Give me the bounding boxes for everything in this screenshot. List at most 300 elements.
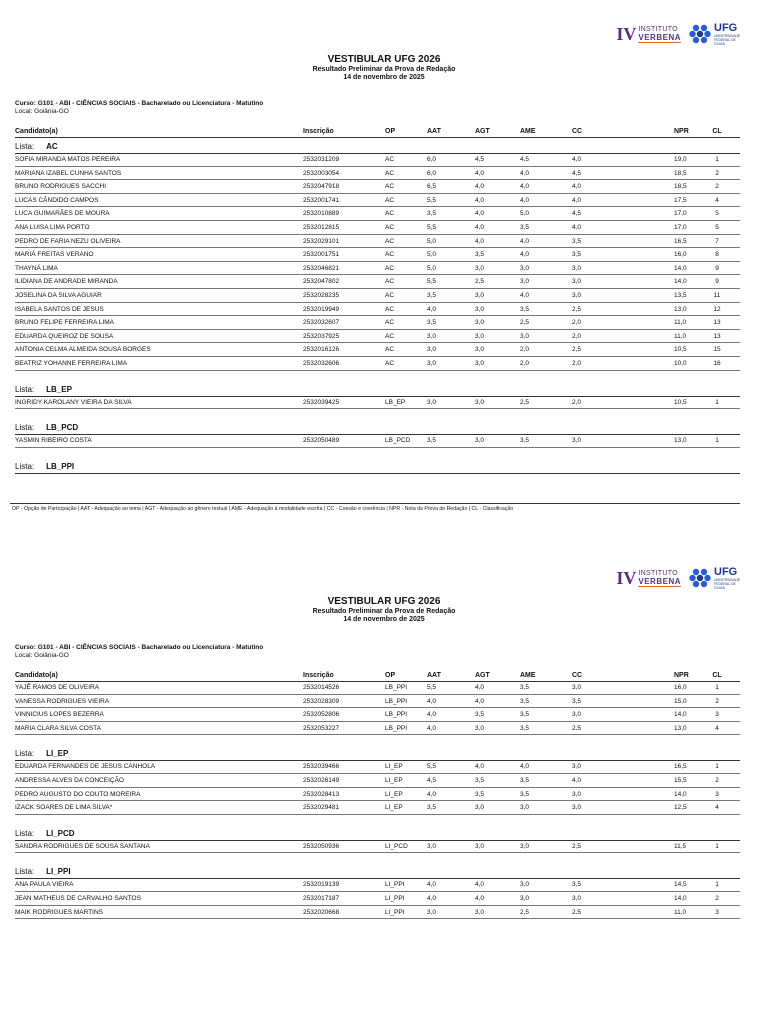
list-prefix: Lista: (15, 142, 35, 151)
cell-cc: 4,0 (572, 224, 582, 231)
cell-agt: 4,0 (475, 210, 485, 218)
cell-cc: 4,5 (572, 169, 582, 177)
cell-npr: 13,0 (674, 724, 687, 732)
cell-cc: 2,0 (572, 319, 582, 327)
table-row: MAIK RODRIGUES MARTINS 2532020668 LI_PPI 3,0 3,0 2,5 2,5 11,0 3 (15, 906, 740, 920)
list-prefix: Lista: (15, 867, 35, 877)
column-header-npr: NPR (674, 128, 689, 135)
cell-ame: 2,0 (520, 360, 530, 367)
cell-insc: 2532020668 (303, 908, 340, 916)
cell-ame: 3,0 (520, 332, 530, 340)
cell-insc: 2532050936 (303, 842, 340, 850)
table-row: BRUNO RODRIGUES SACCHI 2532047918 AC 6,5 4,0 4,0 4,0 18,5 2 (15, 180, 740, 194)
cell-insc: 2532003054 (303, 169, 340, 177)
cell-cc: 3,5 (572, 251, 582, 259)
cell-cl: 3 (715, 908, 719, 916)
cell-agt: 3,0 (475, 842, 485, 850)
cell-cl: 2 (715, 777, 719, 784)
cell-aat: 3,5 (427, 804, 437, 812)
cell-aat: 5,5 (427, 763, 437, 771)
list-name: LI_EP (46, 749, 69, 759)
cell-npr: 18,5 (674, 169, 687, 177)
cell-insc: 2532019949 (303, 305, 340, 313)
cell-name: PEDRO AUGUSTO DO COUTO MOREIRA (15, 790, 141, 798)
cell-name: MARIA CLARA SILVA COSTA (15, 724, 101, 732)
list-prefix: Lista: (15, 384, 35, 394)
cell-agt: 3,5 (475, 251, 485, 259)
cell-cl: 2 (715, 183, 719, 191)
column-header-agt: AGT (475, 128, 490, 135)
cell-name: EDUARDA QUEIROZ DE SOUSA (15, 332, 114, 340)
cell-name: THAYNÁ LIMA (15, 264, 58, 272)
cell-insc: 2532026149 (303, 777, 340, 784)
footer-rule (10, 503, 740, 504)
cell-cl: 2 (715, 169, 719, 177)
cell-ame: 3,5 (520, 777, 530, 784)
cell-cc: 3,0 (572, 895, 582, 902)
cell-ame: 5,0 (520, 210, 530, 218)
cell-insc: 2532039466 (303, 763, 340, 771)
cell-agt: 3,0 (475, 437, 485, 445)
document-title: VESTIBULAR UFG 2026 (327, 54, 441, 65)
cell-aat: 3,0 (427, 332, 437, 340)
cell-insc: 2532029481 (303, 804, 340, 812)
list-label (15, 462, 74, 471)
document-date: 14 de novembro de 2025 (343, 74, 425, 81)
cell-name: BRUNO RODRIGUES SACCHI (15, 183, 107, 191)
cell-aat: 5,0 (427, 251, 437, 259)
cell-agt: 4,0 (475, 183, 485, 191)
cell-insc: 2532050489 (303, 437, 340, 445)
cell-cl: 13 (713, 319, 721, 327)
cell-ame: 3,5 (520, 684, 530, 691)
cell-cc: 3,0 (572, 264, 582, 272)
cell-npr: 17,0 (674, 210, 687, 218)
results-page-2 (0, 540, 768, 1024)
table-row: PEDRO DE FARIA NEZU OLIVEIRA 2532029101 AC 5,0 4,0 4,0 3,5 16,5 7 (15, 235, 740, 249)
cell-cc: 3,0 (572, 437, 582, 445)
cell-cl: 8 (715, 251, 719, 259)
list-prefix: Lista: (15, 828, 35, 838)
column-header-cc: CC (572, 128, 583, 135)
cell-agt: 4,0 (475, 697, 485, 705)
course-location: Local: Goiânia-GO (15, 108, 69, 115)
cell-ame: 3,5 (520, 790, 530, 798)
list-name: LB_PCD (46, 423, 79, 433)
cell-agt: 4,0 (475, 196, 485, 204)
cell-cl: 4 (715, 804, 719, 812)
cell-insc: 2532028413 (303, 790, 340, 798)
list-label (15, 142, 58, 151)
cell-aat: 3,0 (427, 346, 437, 354)
cell-ame: 3,0 (520, 842, 530, 850)
cell-aat: 4,0 (427, 881, 437, 889)
cell-insc: 2532047802 (303, 278, 340, 286)
column-header-aat: AAT (427, 128, 441, 135)
cell-agt: 3,5 (475, 790, 485, 798)
course-info (15, 100, 263, 116)
ufg-hexagon-icon (689, 567, 711, 589)
cell-insc: 2532028235 (303, 292, 340, 299)
cell-cc: 4,0 (572, 777, 582, 784)
cell-name: YAJÊ RAMOS DE OLIVEIRA (15, 684, 100, 691)
cell-cc: 4,5 (572, 210, 582, 218)
cell-agt: 3,0 (475, 319, 485, 327)
cell-npr: 16,0 (674, 684, 687, 691)
cell-ame: 4,0 (520, 183, 530, 191)
list-label (15, 867, 71, 876)
cell-agt: 3,0 (475, 332, 485, 340)
cell-cl: 16 (713, 360, 721, 367)
cell-cl: 1 (715, 398, 719, 406)
cell-ame: 3,0 (520, 278, 530, 286)
cell-agt: 3,0 (475, 292, 485, 299)
table-row: VANESSA RODRIGUES VIEIRA 2532028309 LB_PPI 4,0 4,0 3,5 3,5 15,0 2 (15, 695, 740, 709)
cell-npr: 10,5 (674, 398, 687, 406)
cell-name: YASMIN RIBEIRO COSTA (15, 437, 92, 445)
cell-agt: 4,0 (475, 684, 485, 691)
column-header-agt: AGT (475, 672, 490, 679)
cell-ame: 4,0 (520, 763, 530, 771)
cell-npr: 16,5 (674, 763, 687, 771)
cell-aat: 5,5 (427, 224, 437, 231)
cell-insc: 2532001741 (303, 196, 340, 204)
cell-aat: 4,0 (427, 697, 437, 705)
cell-insc: 2532016126 (303, 346, 340, 354)
cell-cc: 3,0 (572, 684, 582, 691)
cell-cc: 2,5 (572, 346, 582, 354)
column-header-ame: AME (520, 128, 536, 135)
table-row: BRUNO FELIPE FERREIRA LIMA 2532032607 AC 3,5 3,0 2,5 2,0 11,0 13 (15, 316, 740, 330)
table-row: ILIDIANA DE ANDRADE MIRANDA 2532047802 AC 5,5 2,5 3,0 3,0 14,0 9 (15, 275, 740, 289)
cell-insc: 2532053227 (303, 724, 340, 732)
cell-npr: 14,0 (674, 711, 687, 719)
cell-name: ISABELA SANTOS DE JESUS (15, 305, 104, 313)
table-header: Candidato(a) Inscrição OP AAT AGT AME CC NPR CL (15, 672, 722, 679)
column-header-cc: CC (572, 672, 583, 679)
cell-npr: 16,0 (674, 251, 687, 259)
ufg-logo: UFG UNIVERSIDADE FEDERAL DE GOIÁS (689, 566, 740, 590)
cell-ame: 2,0 (520, 346, 530, 354)
list-label (15, 423, 78, 432)
cell-aat: 5,0 (427, 264, 437, 272)
cell-cl: 5 (715, 210, 719, 218)
cell-cl: 9 (715, 264, 719, 272)
cell-cl: 2 (715, 895, 719, 902)
cell-cl: 1 (715, 437, 719, 445)
cell-ame: 3,5 (520, 305, 530, 313)
cell-insc: 2532019139 (303, 881, 340, 889)
document-subtitle: Resultado Preliminar da Prova de Redação (312, 608, 456, 615)
header-rule (15, 137, 740, 138)
list-name: LB_PPI (46, 461, 75, 471)
cell-insc: 2532031209 (303, 156, 340, 163)
cell-agt: 4,0 (475, 224, 485, 231)
cell-ame: 3,0 (520, 895, 530, 902)
cell-ame: 3,5 (520, 724, 530, 732)
cell-npr: 18,5 (674, 183, 687, 191)
cell-insc: 2532028309 (303, 697, 340, 705)
cell-npr: 11,0 (674, 332, 687, 340)
cell-ame: 3,0 (520, 881, 530, 889)
cell-aat: 3,0 (427, 842, 437, 850)
cell-cl: 1 (715, 684, 719, 691)
cell-cl: 1 (715, 156, 719, 163)
cell-cc: 2,5 (572, 724, 582, 732)
cell-name: MARIÁ FREITAS VERANO (15, 251, 94, 259)
cell-ame: 4,5 (520, 156, 530, 163)
cell-insc: 2532039425 (303, 398, 340, 406)
cell-name: ANA LUISA LIMA PORTO (15, 224, 90, 231)
table-row: MARIÁ FREITAS VERANO 2532001751 AC 5,0 3,5 4,0 3,5 16,0 8 (15, 248, 740, 262)
legend-footnote: OP - Opção de Participação | AAT - Adequação ao tema | AGT - Adequação ao gênero textual | AME - Adequação à modalidade escrita | CC - Coesão e coerência | NPR - Nota da Prova de Redação | CL - Classificação (12, 506, 514, 512)
cell-cc: 2,0 (572, 360, 582, 367)
course-location: Local: Goiânia-GO (15, 652, 69, 659)
cell-name: LUCAS CÂNDIDO CAMPOS (15, 196, 99, 204)
cell-agt: 2,5 (475, 278, 485, 286)
cell-npr: 11,0 (674, 908, 687, 916)
cell-name: ILIDIANA DE ANDRADE MIRANDA (15, 278, 118, 286)
cell-name: LUCA GUIMARÃES DE MOURA (15, 210, 110, 218)
cell-name: BEATRIZ YOHANNE FERREIRA LIMA (15, 360, 128, 367)
cell-insc: 2532037925 (303, 332, 340, 340)
cell-aat: 6,0 (427, 169, 437, 177)
cell-npr: 17,0 (674, 224, 687, 231)
table-row: JEAN MATHEUS DE CARVALHO SANTOS 2532017187 LI_PPI 4,0 4,0 3,0 3,0 14,0 2 (15, 892, 740, 906)
table-row: MARIA CLARA SILVA COSTA 2532053227 LB_PPI 4,0 3,0 3,5 2,5 13,0 4 (15, 722, 740, 736)
cell-aat: 3,5 (427, 437, 437, 445)
cell-cl: 5 (715, 224, 719, 231)
cell-insc: 2532047918 (303, 183, 340, 191)
cell-agt: 4,0 (475, 763, 485, 771)
cell-cc: 3,5 (572, 697, 582, 705)
cell-npr: 11,5 (674, 842, 687, 850)
cell-cl: 1 (715, 842, 719, 850)
list-label (15, 829, 75, 838)
cell-insc: 2532046821 (303, 264, 340, 272)
cell-ame: 2,5 (520, 319, 530, 327)
cell-ame: 2,5 (520, 398, 530, 406)
cell-aat: 4,0 (427, 305, 437, 313)
cell-ame: 4,0 (520, 292, 530, 299)
cell-npr: 13,5 (674, 292, 687, 299)
column-header-cl: CL (712, 128, 722, 135)
cell-npr: 14,0 (674, 790, 687, 798)
cell-agt: 3,0 (475, 804, 485, 812)
table-row: ANTONIA CELMA ALMEIDA SOUSA BORGES 2532016126 AC 3,0 3,0 2,0 2,5 10,5 15 (15, 343, 740, 357)
cell-cl: 1 (715, 763, 719, 771)
cell-aat: 3,5 (427, 210, 437, 218)
cell-cc: 4,0 (572, 183, 582, 191)
cell-name: VANESSA RODRIGUES VIEIRA (15, 697, 110, 705)
table-row: YASMIN RIBEIRO COSTA 2532050489 LB_PCD 3,5 3,0 3,5 3,0 13,0 1 (15, 434, 740, 448)
cell-npr: 19,0 (674, 156, 687, 163)
cell-name: JEAN MATHEUS DE CARVALHO SANTOS (15, 895, 141, 902)
table-row: ANDRESSA ALVES DA CONCEIÇÃO 2532026149 LI_EP 4,5 3,5 3,5 4,0 15,5 2 (15, 774, 740, 788)
list-rule (15, 473, 740, 474)
cell-aat: 3,5 (427, 319, 437, 327)
table-row: ANA LUISA LIMA PORTO 2532012815 AC 5,5 4,0 3,5 4,0 17,0 5 (15, 221, 740, 235)
cell-name: IZACK SOARES DE LIMA SILVA* (15, 804, 113, 812)
cell-agt: 3,0 (475, 264, 485, 272)
document-heading (0, 54, 768, 81)
list-name: LB_EP (46, 384, 72, 394)
cell-cl: 3 (715, 711, 719, 719)
table-row: EDUARDA QUEIROZ DE SOUSA 2532037925 AC 3,0 3,0 3,0 2,0 11,0 13 (15, 330, 740, 344)
cell-aat: 3,0 (427, 908, 437, 916)
table-row: IZACK SOARES DE LIMA SILVA* 2532029481 LI_EP 3,5 3,0 3,0 3,0 12,5 4 (15, 801, 740, 815)
cell-name: INGRIDY KAROLANY VIEIRA DA SILVA (15, 398, 132, 406)
cell-agt: 3,0 (475, 908, 485, 916)
cell-cl: 2 (715, 697, 719, 705)
ufg-logo: UFG UNIVERSIDADE FEDERAL DE GOIÁS (689, 22, 740, 46)
cell-name: MARIANA IZABEL CUNHA SANTOS (15, 169, 122, 177)
list-prefix: Lista: (15, 749, 35, 759)
cell-cc: 3,0 (572, 711, 582, 719)
cell-cl: 3 (715, 790, 719, 798)
cell-npr: 10,5 (674, 346, 687, 354)
cell-ame: 4,0 (520, 196, 530, 204)
cell-cl: 11 (713, 292, 721, 299)
cell-npr: 14,0 (674, 278, 687, 286)
list-label (15, 749, 68, 758)
table-row: YAJÊ RAMOS DE OLIVEIRA 2532014526 LB_PPI 5,5 4,0 3,5 3,0 16,0 1 (15, 681, 740, 695)
cell-cl: 7 (715, 237, 719, 245)
instituto-verbena-logo: IV INSTITUTO VERBENA (616, 568, 681, 588)
cell-cl: 4 (715, 724, 719, 732)
cell-npr: 11,0 (674, 319, 687, 327)
table-row: SOFIA MIRANDA MATOS PEREIRA 2532031209 AC 6,0 4,5 4,5 4,0 19,0 1 (15, 153, 740, 167)
cell-insc: 2532012815 (303, 224, 340, 231)
cell-cc: 3,5 (572, 237, 582, 245)
cell-aat: 5,5 (427, 684, 437, 691)
list-name: LI_PCD (46, 828, 75, 838)
cell-cc: 2,5 (572, 305, 582, 313)
cell-ame: 3,5 (520, 224, 530, 231)
list-prefix: Lista: (15, 461, 35, 471)
cell-ame: 3,0 (520, 804, 530, 812)
cell-name: ANTONIA CELMA ALMEIDA SOUSA BORGES (15, 346, 151, 354)
column-header-name: Candidato(a) (15, 672, 58, 679)
cell-agt: 4,0 (475, 895, 485, 902)
cell-ame: 4,0 (520, 237, 530, 245)
cell-aat: 4,0 (427, 895, 437, 902)
document-subtitle: Resultado Preliminar da Prova de Redação (312, 66, 456, 73)
cell-aat: 5,5 (427, 278, 437, 286)
column-header-insc: Inscrição (303, 128, 334, 135)
cell-cc: 2,0 (572, 398, 582, 406)
cell-cl: 1 (715, 881, 719, 889)
list-label (15, 385, 72, 394)
cell-aat: 4,0 (427, 711, 437, 719)
cell-cc: 3,5 (572, 881, 582, 889)
column-header-aat: AAT (427, 672, 441, 679)
list-name: AC (46, 142, 58, 151)
cell-insc: 2532001751 (303, 251, 340, 259)
cell-name: PEDRO DE FARIA NEZU OLIVEIRA (15, 237, 121, 245)
cell-name: SOFIA MIRANDA MATOS PEREIRA (15, 156, 121, 163)
cell-aat: 3,0 (427, 398, 437, 406)
cell-insc: 2532014526 (303, 684, 340, 691)
cell-cc: 3,0 (572, 763, 582, 771)
column-header-npr: NPR (674, 672, 689, 679)
column-header-insc: Inscrição (303, 672, 334, 679)
table-row: ISABELA SANTOS DE JESUS 2532019949 AC 4,0 3,0 3,5 2,5 13,0 12 (15, 303, 740, 317)
cell-agt: 3,5 (475, 711, 485, 719)
cell-npr: 17,5 (674, 196, 687, 204)
column-header-ame: AME (520, 672, 536, 679)
cell-insc: 2532010889 (303, 210, 340, 218)
cell-agt: 3,0 (475, 360, 485, 367)
cell-agt: 4,0 (475, 237, 485, 245)
list-name: LI_PPI (46, 867, 71, 877)
cell-npr: 16,5 (674, 237, 687, 245)
cell-ame: 3,5 (520, 437, 530, 445)
cell-insc: 2532029101 (303, 237, 340, 245)
cell-agt: 4,0 (475, 169, 485, 177)
cell-name: JOSELINA DA SILVA AGUIAR (15, 292, 102, 299)
cell-name: SANDRA RODRIGUES DE SOUSA SANTANA (15, 842, 150, 850)
cell-insc: 2532017187 (303, 895, 340, 902)
cell-agt: 3,0 (475, 398, 485, 406)
table-row: LUCAS CÂNDIDO CAMPOS 2532001741 AC 5,5 4,0 4,0 4,0 17,5 4 (15, 194, 740, 208)
cell-name: MAIK RODRIGUES MARTINS (15, 908, 104, 916)
cell-cl: 9 (715, 278, 719, 286)
cell-aat: 4,0 (427, 790, 437, 798)
course-info (15, 644, 263, 660)
header-logos (616, 22, 740, 46)
cell-cc: 2,5 (572, 908, 582, 916)
cell-aat: 6,0 (427, 156, 437, 163)
cell-npr: 13,0 (674, 437, 687, 445)
table-row: LUCA GUIMARÃES DE MOURA 2532010889 AC 3,5 4,0 5,0 4,5 17,0 5 (15, 207, 740, 221)
document-date: 14 de novembro de 2025 (343, 616, 425, 623)
document-heading (0, 596, 768, 623)
cell-ame: 2,5 (520, 908, 530, 916)
cell-cl: 15 (713, 346, 721, 354)
cell-ame: 4,0 (520, 169, 530, 177)
cell-ame: 3,5 (520, 697, 530, 705)
table-row: SANDRA RODRIGUES DE SOUSA SANTANA 2532050936 LI_PCD 3,0 3,0 3,0 2,5 11,5 1 (15, 840, 740, 854)
cell-insc: 2532032607 (303, 319, 340, 327)
cell-agt: 3,0 (475, 724, 485, 732)
cell-cc: 3,0 (572, 292, 582, 299)
cell-cc: 2,0 (572, 332, 582, 340)
ufg-hexagon-icon (689, 23, 711, 45)
cell-aat: 4,0 (427, 724, 437, 732)
cell-cc: 3,0 (572, 790, 582, 798)
table-row: JOSELINA DA SILVA AGUIAR 2532028235 AC 3,5 3,0 4,0 3,0 13,5 11 (15, 289, 740, 303)
column-header-cl: CL (712, 672, 722, 679)
course-name: Curso: G101 - ABI - CIÊNCIAS SOCIAIS - Bacharelado ou Licenciatura - Matutino (15, 644, 264, 651)
cell-cl: 13 (713, 332, 721, 340)
table-row: PEDRO AUGUSTO DO COUTO MOREIRA 2532028413 LI_EP 4,0 3,5 3,5 3,0 14,0 3 (15, 788, 740, 802)
cell-insc: 2532032606 (303, 360, 340, 367)
cell-agt: 3,5 (475, 777, 485, 784)
cell-cl: 4 (715, 196, 719, 204)
table-row: EDUARDA FERNANDES DE JESUS CANHOLA 2532039466 LI_EP 5,5 4,0 4,0 3,0 16,5 1 (15, 760, 740, 774)
cell-name: ANA PAULA VIEIRA (15, 881, 74, 889)
cell-name: EDUARDA FERNANDES DE JESUS CANHOLA (15, 763, 156, 771)
cell-npr: 12,5 (674, 804, 687, 812)
cell-aat: 3,0 (427, 360, 437, 367)
cell-name: BRUNO FELIPE FERREIRA LIMA (15, 319, 114, 327)
cell-aat: 3,5 (427, 292, 437, 299)
table-row: THAYNÁ LIMA 2532046821 AC 5,0 3,0 3,0 3,0 14,0 9 (15, 262, 740, 276)
cell-agt: 4,0 (475, 881, 485, 889)
table-header: Candidato(a) Inscrição OP AAT AGT AME CC NPR CL (15, 128, 722, 135)
table-row: BEATRIZ YOHANNE FERREIRA LIMA 2532032606 AC 3,0 3,0 2,0 2,0 10,0 16 (15, 357, 740, 371)
